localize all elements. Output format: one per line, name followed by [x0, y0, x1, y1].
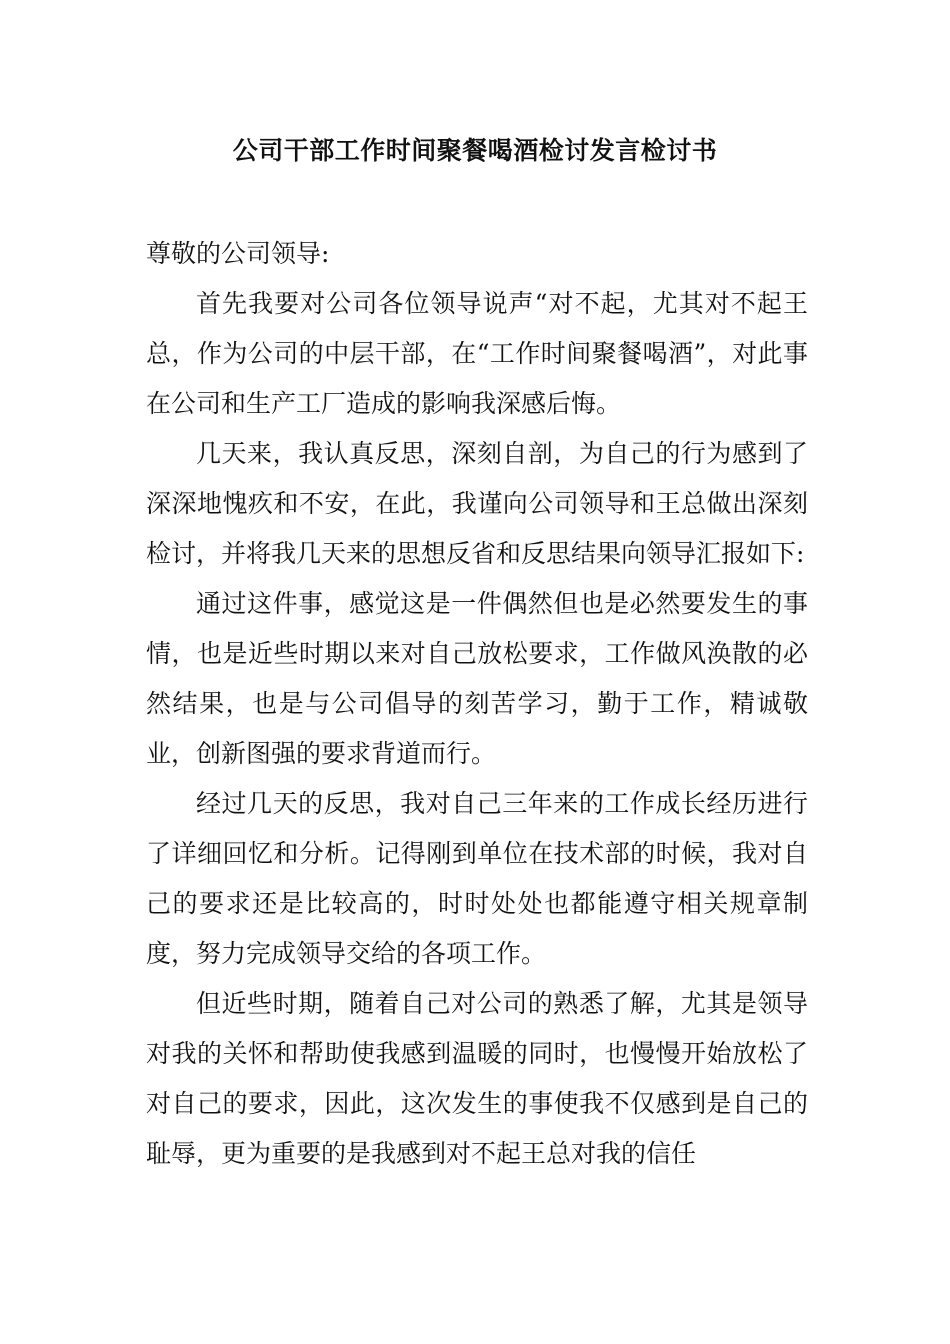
document-title: 公司干部工作时间聚餐喝酒检讨发言检讨书 [232, 136, 718, 165]
paragraph-4: 经过几天的反思，我对自己三年来的工作成长经历进行了详细回忆和分析。记得刚到单位在技术部的时候，我对自己的要求还是比较高的，时时处处也都能遵守相关规章制度，努力完成领导交给的各项工作。 [146, 789, 808, 968]
paragraph-1: 首先我要对公司各位领导说声“对不起，尤其对不起王总，作为公司的中层干部，在“工作时间聚餐喝酒”，对此事在公司和生产工厂造成的影响我深感后悔。 [146, 289, 808, 418]
paragraph-3: 通过这件事，感觉这是一件偶然但也是必然要发生的事情，也是近些时期以来对自己放松要求，工作做风涣散的必然结果，也是与公司倡导的刻苦学习，勤于工作，精诚敬业，创新图强的要求背道而行。 [146, 589, 808, 768]
paragraph-2: 几天来，我认真反思，深刻自剖，为自己的行为感到了深深地愧疚和不安，在此，我谨向公司领导和王总做出深刻检讨，并将我几天来的思想反省和反思结果向领导汇报如下: [146, 439, 808, 568]
paragraph-5: 但近些时期，随着自己对公司的熟悉了解，尤其是领导对我的关怀和帮助使我感到温暖的同时，也慢慢开始放松了对自己的要求，因此，这次发生的事使我不仅感到是自己的耻辱，更为重要的是我感到对不起王总对我的信任 [146, 989, 808, 1168]
salutation: 尊敬的公司领导: [146, 239, 330, 268]
document-body [146, 229, 808, 1179]
